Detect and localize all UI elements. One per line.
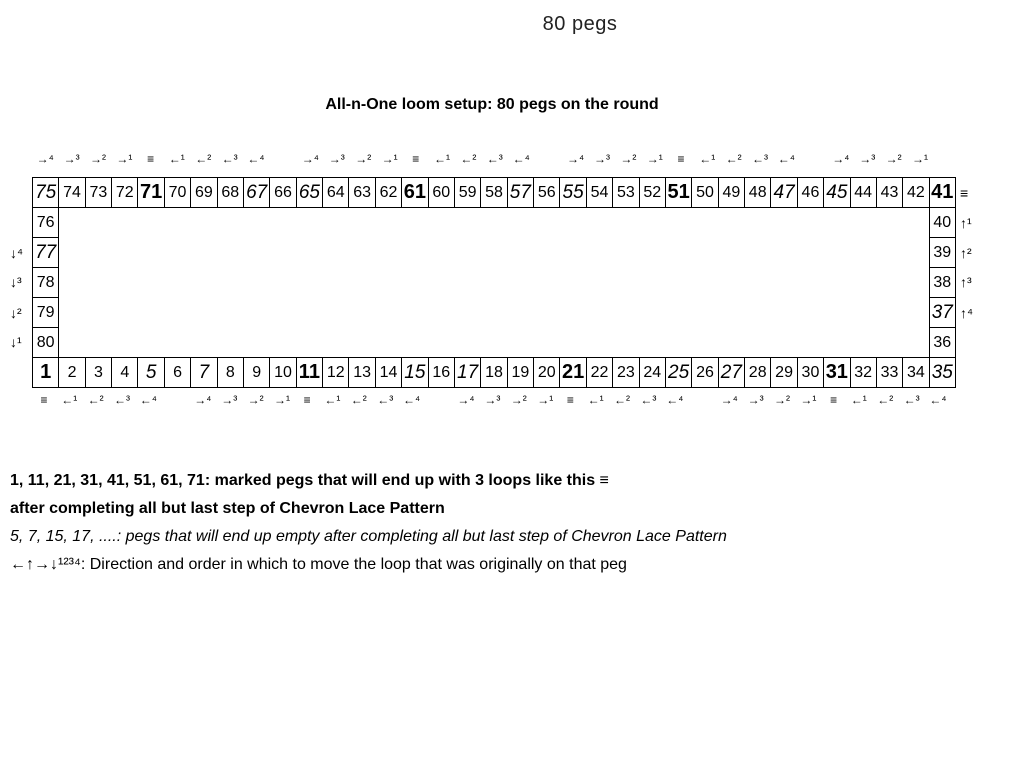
- peg-36: 36: [929, 327, 956, 358]
- direction-arrow-icon: →³: [593, 152, 610, 166]
- direction-arrow-icon: →²: [885, 152, 902, 166]
- peg-61: 61: [401, 177, 428, 208]
- peg-47: 47: [770, 177, 797, 208]
- peg-1: 1: [32, 357, 59, 388]
- direction-arrow-icon: →²: [89, 152, 106, 166]
- peg-4: 4: [111, 357, 138, 388]
- note-arrow-legend: ←↑→↓¹²³⁴: Direction and order in which to move the loop that was originally on that peg: [10, 556, 627, 573]
- peg-77: 77: [32, 237, 59, 268]
- direction-arrow-icon: ←⁴: [512, 152, 530, 166]
- peg-59: 59: [454, 177, 481, 208]
- peg-65: 65: [296, 177, 323, 208]
- peg-32: 32: [850, 357, 877, 388]
- direction-arrow-icon: →⁴: [194, 393, 212, 407]
- peg-35: 35: [929, 357, 956, 388]
- peg-10: 10: [269, 357, 296, 388]
- peg-70: 70: [164, 177, 191, 208]
- three-loops-icon: ≡: [960, 185, 969, 201]
- peg-22: 22: [586, 357, 613, 388]
- direction-arrow-icon: ←³: [486, 152, 503, 166]
- peg-68: 68: [217, 177, 244, 208]
- direction-arrow-icon: ←³: [751, 152, 768, 166]
- three-loops-icon: ≡: [303, 393, 311, 407]
- direction-arrow-icon: ↓³: [10, 274, 22, 290]
- peg-21: 21: [559, 357, 586, 388]
- direction-arrow-icon: →³: [328, 152, 345, 166]
- peg-46: 46: [797, 177, 824, 208]
- peg-79: 79: [32, 297, 59, 328]
- direction-arrow-icon: ←³: [221, 152, 238, 166]
- peg-11: 11: [296, 357, 323, 388]
- direction-arrow-icon: ↑⁴: [960, 305, 974, 321]
- direction-arrow-icon: ←¹: [168, 152, 185, 166]
- direction-arrow-icon: →²: [247, 393, 264, 407]
- direction-arrow-icon: ←²: [877, 393, 894, 407]
- peg-38: 38: [929, 267, 956, 298]
- direction-arrow-icon: →¹: [273, 393, 290, 407]
- peg-49: 49: [718, 177, 745, 208]
- direction-arrow-icon: ←⁴: [929, 393, 947, 407]
- peg-15: 15: [401, 357, 428, 388]
- peg-75: 75: [32, 177, 59, 208]
- direction-arrow-icon: ←⁴: [247, 152, 265, 166]
- direction-arrow-icon: ←²: [87, 393, 104, 407]
- direction-arrow-icon: →⁴: [301, 152, 319, 166]
- direction-arrow-icon: →¹: [537, 393, 554, 407]
- note-marked-pegs-cont: after completing all but last step of Chevron Lace Pattern: [10, 500, 445, 517]
- direction-arrow-icon: ←⁴: [666, 393, 684, 407]
- direction-arrow-icon: →³: [747, 393, 764, 407]
- peg-5: 5: [137, 357, 164, 388]
- direction-arrow-icon: ←³: [903, 393, 920, 407]
- peg-20: 20: [533, 357, 560, 388]
- direction-arrow-icon: ←⁴: [139, 393, 157, 407]
- peg-8: 8: [217, 357, 244, 388]
- direction-arrow-icon: →⁴: [720, 393, 738, 407]
- direction-arrow-icon: ←²: [460, 152, 477, 166]
- three-loops-icon: ≡: [566, 393, 574, 407]
- direction-arrow-icon: ←²: [613, 393, 630, 407]
- peg-57: 57: [507, 177, 534, 208]
- peg-51: 51: [665, 177, 692, 208]
- direction-arrow-icon: ←²: [350, 393, 367, 407]
- direction-arrow-icon: ↑²: [960, 245, 972, 261]
- page-title: All-n-One loom setup: 80 pegs on the round: [325, 96, 659, 113]
- direction-arrow-icon: →¹: [381, 152, 398, 166]
- legend-notes: [10, 472, 1010, 584]
- direction-arrow-icon: →⁴: [457, 393, 475, 407]
- direction-arrow-icon: ←³: [377, 393, 394, 407]
- direction-arrow-icon: →⁴: [567, 152, 585, 166]
- peg-31: 31: [823, 357, 850, 388]
- direction-arrow-icon: ←³: [113, 393, 130, 407]
- direction-arrow-icon: →⁴: [36, 152, 54, 166]
- peg-69: 69: [190, 177, 217, 208]
- peg-73: 73: [85, 177, 112, 208]
- direction-arrow-icon: ←³: [640, 393, 657, 407]
- peg-78: 78: [32, 267, 59, 298]
- direction-arrow-icon: ←¹: [433, 152, 450, 166]
- peg-58: 58: [480, 177, 507, 208]
- peg-2: 2: [58, 357, 85, 388]
- peg-41: 41: [929, 177, 956, 208]
- direction-arrow-icon: →¹: [116, 152, 133, 166]
- direction-arrow-icon: ←¹: [61, 393, 78, 407]
- direction-arrow-icon: →⁴: [832, 152, 850, 166]
- direction-arrow-icon: →³: [63, 152, 80, 166]
- direction-arrow-icon: →³: [859, 152, 876, 166]
- peg-14: 14: [375, 357, 402, 388]
- peg-24: 24: [639, 357, 666, 388]
- three-loops-icon: ≡: [40, 393, 48, 407]
- direction-arrow-icon: ↓²: [10, 305, 22, 321]
- three-loops-icon: ≡: [677, 152, 685, 166]
- peg-33: 33: [876, 357, 903, 388]
- peg-40: 40: [929, 207, 956, 238]
- direction-arrow-icon: ↑¹: [960, 215, 972, 231]
- direction-arrow-icon: →³: [484, 393, 501, 407]
- peg-18: 18: [480, 357, 507, 388]
- peg-7: 7: [190, 357, 217, 388]
- three-loops-icon: ≡: [147, 152, 155, 166]
- peg-23: 23: [612, 357, 639, 388]
- peg-52: 52: [639, 177, 666, 208]
- peg-76: 76: [32, 207, 59, 238]
- peg-6: 6: [164, 357, 191, 388]
- peg-30: 30: [797, 357, 824, 388]
- direction-arrow-icon: →¹: [646, 152, 663, 166]
- note-marked-pegs: 1, 11, 21, 31, 41, 51, 61, 71: marked pegs that will end up with 3 loops like this ≡: [10, 472, 609, 489]
- peg-43: 43: [876, 177, 903, 208]
- loom-diagram: [32, 177, 955, 387]
- peg-63: 63: [348, 177, 375, 208]
- peg-39: 39: [929, 237, 956, 268]
- peg-44: 44: [850, 177, 877, 208]
- direction-arrow-icon: →¹: [911, 152, 928, 166]
- direction-arrow-icon: →²: [773, 393, 790, 407]
- three-loops-icon: ≡: [830, 393, 838, 407]
- peg-27: 27: [718, 357, 745, 388]
- direction-arrow-icon: ↓⁴: [10, 245, 24, 261]
- peg-26: 26: [691, 357, 718, 388]
- direction-arrow-icon: →²: [355, 152, 372, 166]
- direction-arrow-icon: →²: [510, 393, 527, 407]
- peg-80: 80: [32, 327, 59, 358]
- peg-45: 45: [823, 177, 850, 208]
- peg-64: 64: [322, 177, 349, 208]
- peg-50: 50: [691, 177, 718, 208]
- peg-54: 54: [586, 177, 613, 208]
- peg-60: 60: [428, 177, 455, 208]
- direction-arrow-icon: ←¹: [324, 393, 341, 407]
- direction-arrow-icon: ↓¹: [10, 334, 22, 350]
- peg-71: 71: [137, 177, 164, 208]
- direction-arrow-icon: ←⁴: [777, 152, 795, 166]
- peg-55: 55: [559, 177, 586, 208]
- peg-62: 62: [375, 177, 402, 208]
- direction-arrow-icon: →¹: [800, 393, 817, 407]
- peg-67: 67: [243, 177, 270, 208]
- direction-arrow-icon: →³: [221, 393, 238, 407]
- peg-12: 12: [322, 357, 349, 388]
- peg-28: 28: [744, 357, 771, 388]
- direction-arrow-icon: ←¹: [850, 393, 867, 407]
- peg-16: 16: [428, 357, 455, 388]
- peg-56: 56: [533, 177, 560, 208]
- direction-arrow-icon: ↑³: [960, 274, 972, 290]
- peg-29: 29: [770, 357, 797, 388]
- peg-17: 17: [454, 357, 481, 388]
- direction-arrow-icon: ←²: [195, 152, 212, 166]
- peg-74: 74: [58, 177, 85, 208]
- direction-arrow-icon: ←²: [725, 152, 742, 166]
- peg-19: 19: [507, 357, 534, 388]
- peg-72: 72: [111, 177, 138, 208]
- peg-34: 34: [902, 357, 929, 388]
- three-loops-icon: ≡: [412, 152, 420, 166]
- direction-arrow-icon: ←¹: [699, 152, 716, 166]
- peg-42: 42: [902, 177, 929, 208]
- direction-arrow-icon: →²: [620, 152, 637, 166]
- note-empty-pegs: 5, 7, 15, 17, ....: pegs that will end up empty after completing all but last step of Chevron Lace Pattern: [10, 528, 727, 545]
- peg-53: 53: [612, 177, 639, 208]
- peg-37: 37: [929, 297, 956, 328]
- peg-3: 3: [85, 357, 112, 388]
- peg-66: 66: [269, 177, 296, 208]
- peg-9: 9: [243, 357, 270, 388]
- peg-25: 25: [665, 357, 692, 388]
- direction-arrow-icon: ←⁴: [403, 393, 421, 407]
- peg-13: 13: [348, 357, 375, 388]
- peg-48: 48: [744, 177, 771, 208]
- peg-count-heading: 80 pegs: [542, 13, 618, 35]
- direction-arrow-icon: ←¹: [587, 393, 604, 407]
